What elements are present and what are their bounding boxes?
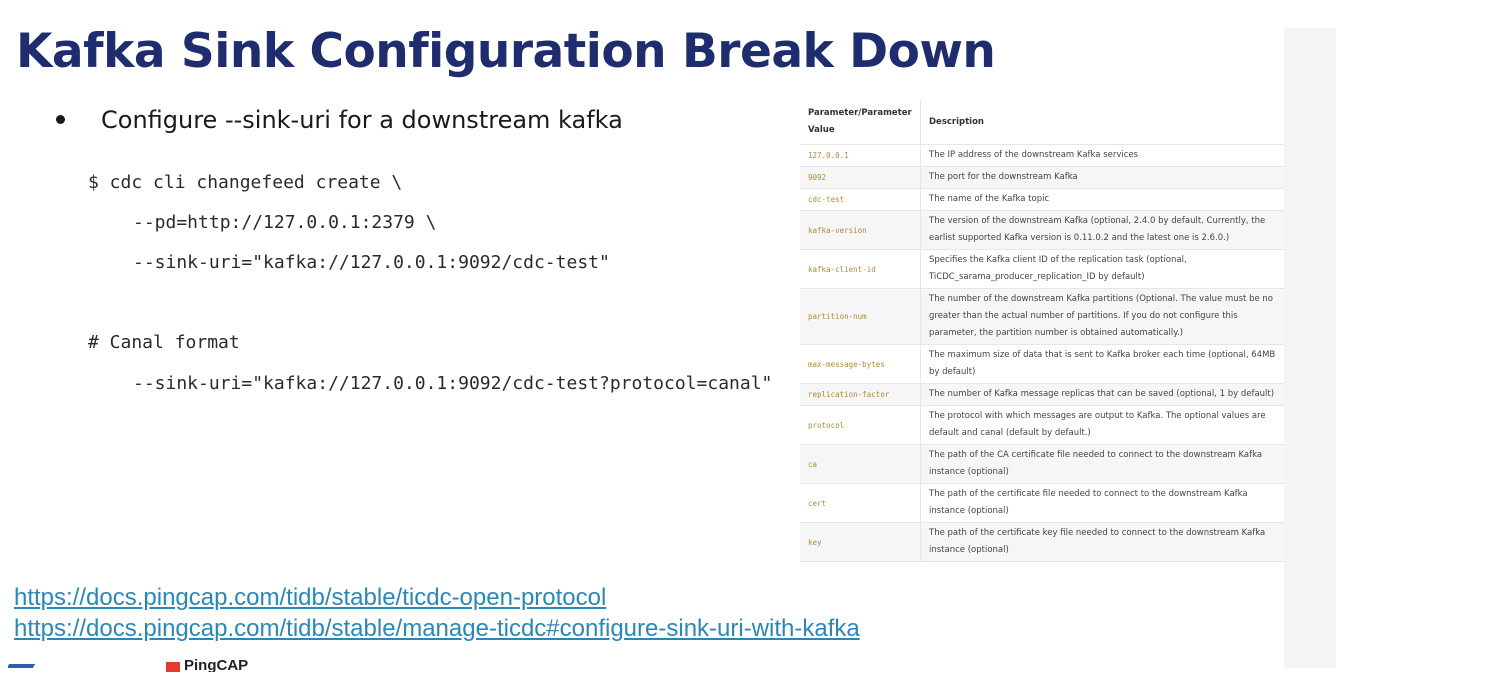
code-line-4: --sink-uri="kafka://127.0.0.1:9092/cdc-test?protocol=canal" (133, 373, 773, 394)
header-parameter: Parameter/Parameter Value (800, 100, 921, 145)
description-cell: The port for the downstream Kafka (921, 167, 1285, 189)
table-row (800, 289, 1284, 345)
param-cell: ca (800, 445, 921, 484)
table-row (800, 484, 1284, 523)
table-row (800, 211, 1284, 250)
link-open-protocol[interactable]: https://docs.pingcap.com/tidb/stable/ticdc-open-protocol (14, 584, 607, 611)
table-header-row (800, 100, 1284, 145)
slide-title: Kafka Sink Configuration Break Down (16, 24, 996, 79)
description-cell: The path of the CA certificate file needed to connect to the downstream Kafka instance (optional) (921, 445, 1285, 484)
tidb-logo-icon (8, 664, 35, 668)
table-row (800, 384, 1284, 406)
description-cell: Specifies the Kafka client ID of the replication task (optional, TiCDC_sarama_producer_replication_ID by default) (921, 250, 1285, 289)
param-cell: 127.0.0.1 (800, 145, 921, 167)
param-cell: kafka-version (800, 211, 921, 250)
description-cell: The name of the Kafka topic (921, 189, 1285, 211)
description-cell: The maximum size of data that is sent to Kafka broker each time (optional, 64MB by default) (921, 345, 1285, 384)
param-cell: protocol (800, 406, 921, 445)
description-cell: The IP address of the downstream Kafka services (921, 145, 1285, 167)
pingcap-logo-text: PingCAP (184, 658, 249, 672)
side-panel (1284, 28, 1336, 668)
description-cell: The version of the downstream Kafka (optional, 2.4.0 by default. Currently, the earlist supported Kafka version is 0.11.0.2 and the latest one is 2.6.0.) (921, 211, 1285, 250)
link-configure-sink-uri[interactable]: https://docs.pingcap.com/tidb/stable/manage-ticdc#configure-sink-uri-with-kafka (14, 615, 860, 642)
description-cell: The number of the downstream Kafka partitions (Optional. The value must be no greater than the actual number of partitions. If you do not configure this parameter, the partition number is obtained automatically.) (921, 289, 1285, 345)
description-cell: The path of the certificate key file needed to connect to the downstream Kafka instance (optional) (921, 523, 1285, 562)
code-line-1: $ cdc cli changefeed create \ (88, 172, 403, 193)
code-line-2: --pd=http://127.0.0.1:2379 \ (133, 212, 437, 233)
description-cell: The protocol with which messages are output to Kafka. The optional values are default and canal (default by default.) (921, 406, 1285, 445)
description-cell: The path of the certificate file needed to connect to the downstream Kafka instance (optional) (921, 484, 1285, 523)
table-row (800, 167, 1284, 189)
param-cell: max-message-bytes (800, 345, 921, 384)
table-row (800, 445, 1284, 484)
table-row (800, 145, 1284, 167)
table-row (800, 189, 1284, 211)
param-cell: cert (800, 484, 921, 523)
param-cell: kafka-client-id (800, 250, 921, 289)
param-cell: key (800, 523, 921, 562)
table-row (800, 406, 1284, 445)
table-row (800, 345, 1284, 384)
param-cell: partition-num (800, 289, 921, 345)
code-comment: # Canal format (88, 332, 240, 353)
bullet-item (56, 106, 623, 134)
pingcap-logo-icon (166, 662, 180, 672)
param-cell: replication-factor (800, 384, 921, 406)
table-row (800, 250, 1284, 289)
param-cell: 9092 (800, 167, 921, 189)
description-cell: The number of Kafka message replicas that can be saved (optional, 1 by default) (921, 384, 1285, 406)
code-line-3: --sink-uri="kafka://127.0.0.1:9092/cdc-test" (133, 252, 610, 273)
bullet-dot (56, 115, 65, 124)
param-cell: cdc-test (800, 189, 921, 211)
parameter-table (800, 100, 1284, 562)
table-row (800, 523, 1284, 562)
footer-logos (8, 658, 268, 672)
header-description: Description (921, 100, 1285, 145)
bullet-text: Configure --sink-uri for a downstream kafka (101, 106, 623, 134)
